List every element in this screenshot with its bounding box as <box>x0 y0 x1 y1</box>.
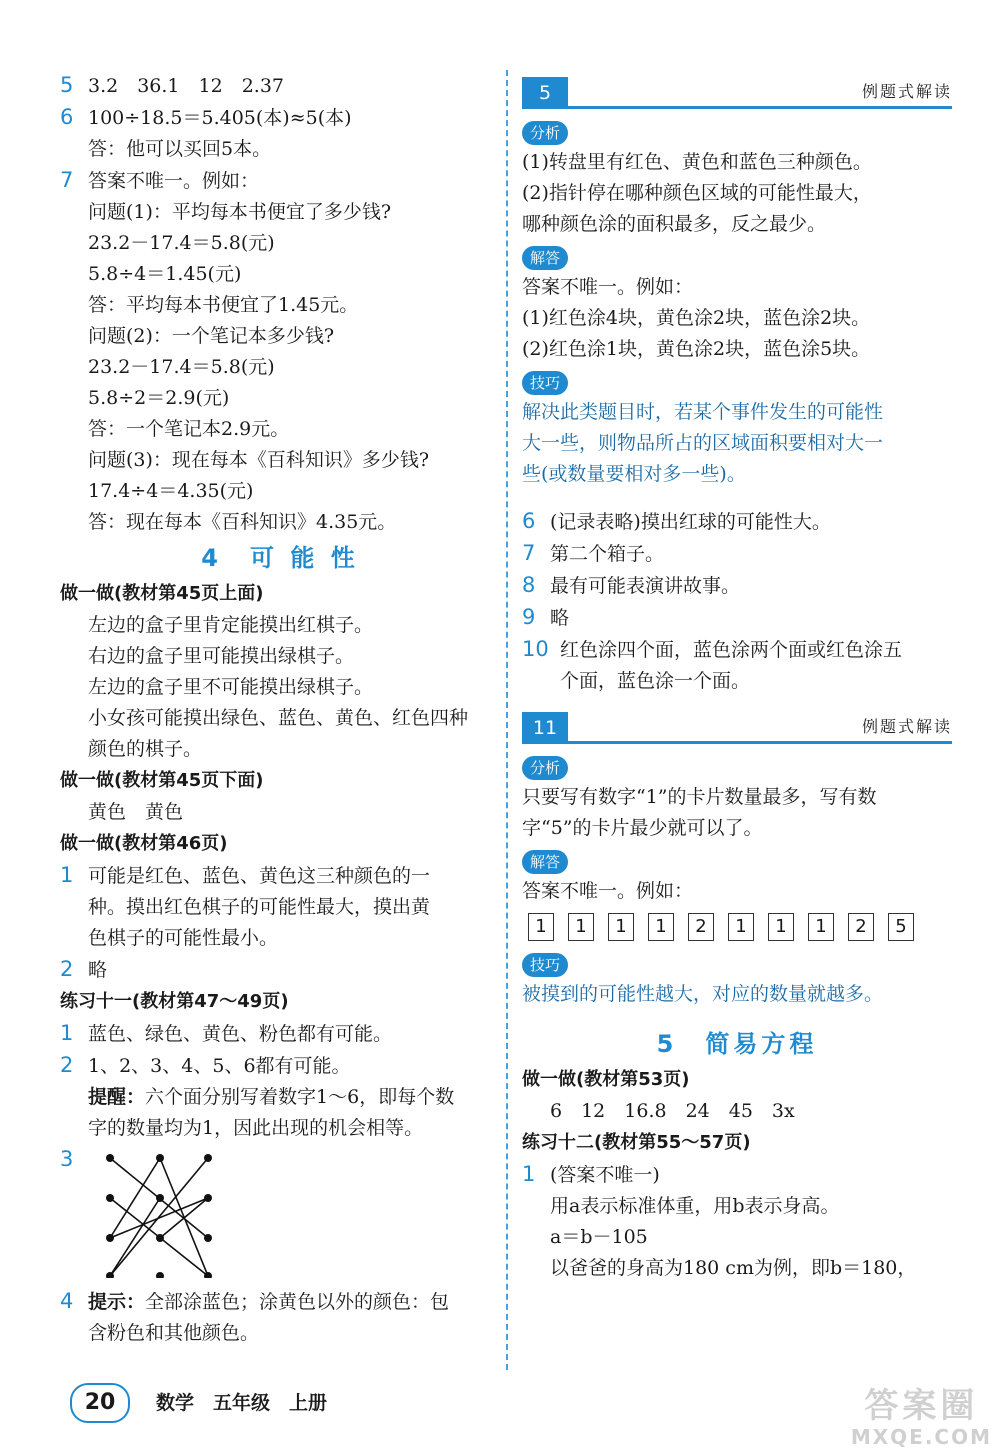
number-card: 1 <box>648 913 674 941</box>
question-7-line: 问题(3)：现在每本《百科知识》多少钱? <box>88 449 430 471</box>
number-card: 5 <box>888 913 914 941</box>
page-number: 20 <box>70 1383 130 1423</box>
question-10: 10 红色涂四个面，蓝色涂两个面或红色涂五 <box>522 637 903 661</box>
number-card: 1 <box>808 913 834 941</box>
answer-line: 左边的盒子里肯定能摸出红棋子。 <box>88 614 374 636</box>
spacer <box>522 1010 952 1024</box>
answer-line: 右边的盒子里可能摸出绿棋子。 <box>88 645 355 667</box>
analysis-line: (1)转盘里有红色、黄色和蓝色三种颜色。 <box>522 151 872 173</box>
example-box-5-header <box>522 74 952 109</box>
answer-line: 左边的盒子里不可能摸出绿棋子。 <box>88 676 374 698</box>
question-7-line: 23.2－17.4＝5.8(元) <box>88 232 275 254</box>
watermark-logo: 答案圈 MXQE.COM <box>850 1386 992 1449</box>
question-6: 6 (记录表略)摸出红球的可能性大。 <box>522 509 831 533</box>
answer-line: (2)红色涂1块，黄色涂2块，蓝色涂5块。 <box>522 338 871 360</box>
question-9: 9 略 <box>522 605 570 629</box>
answer-line: 答案不唯一。例如： <box>522 880 694 902</box>
skill-badge: 技巧 <box>522 953 568 977</box>
matching-diagram <box>104 1154 214 1278</box>
example-box-11-header <box>522 709 952 744</box>
question-1-line: 种。摸出红色棋子的可能性最大，摸出黄 <box>88 896 431 918</box>
number-card: 1 <box>728 913 754 941</box>
question-7-line: 答：一个笔记本2.9元。 <box>88 418 290 440</box>
question-7-line: 答：现在每本《百科知识》4.35元。 <box>88 511 397 533</box>
question-1: 1 (答案不唯一) <box>522 1162 660 1186</box>
example-label: 例题式解读 <box>861 717 952 736</box>
analysis-line: 字“5”的卡片最少就可以了。 <box>522 817 763 839</box>
number-card: 1 <box>528 913 554 941</box>
section-5-title: 5 简易方程 <box>656 1030 818 1058</box>
answer-badge: 解答 <box>522 850 568 874</box>
question-7-line: 问题(2)：一个笔记本多少钱? <box>88 325 335 347</box>
question-3: 3 <box>60 1144 500 1286</box>
number-card: 1 <box>608 913 634 941</box>
right-column <box>522 70 952 1284</box>
answer-line: 颜色的棋子。 <box>88 738 203 760</box>
number-card: 2 <box>688 913 714 941</box>
subsection-head: 练习十二(教材第55～57页) <box>522 1132 751 1153</box>
column-divider <box>506 70 508 1370</box>
skill-line: 大一些，则物品所占的区域面积要相对大一 <box>522 432 884 454</box>
answer-line: (1)红色涂4块，黄色涂2块，蓝色涂2块。 <box>522 307 871 329</box>
subsection-head: 练习十一(教材第47～49页) <box>60 991 289 1012</box>
example-number-tag: 5 <box>522 77 568 109</box>
example-number-tag: 11 <box>522 712 568 744</box>
answer-badge: 解答 <box>522 246 568 270</box>
question-6: 6 100÷18.5＝5.405(本)≈5(本) <box>60 105 352 129</box>
subsection-head: 做一做(教材第46页) <box>60 833 228 854</box>
number-card: 2 <box>848 913 874 941</box>
spacer <box>522 490 952 506</box>
analysis-line: 只要写有数字“1”的卡片数量最多，写有数 <box>522 786 877 808</box>
number-card: 1 <box>768 913 794 941</box>
question-10-line: 个面，蓝色涂一个面。 <box>560 670 751 692</box>
skill-line: 被摸到的可能性越大，对应的数量就越多。 <box>522 983 884 1005</box>
question-7: 7 第二个箱子。 <box>522 541 665 565</box>
question-7-line: 23.2－17.4＝5.8(元) <box>88 356 275 378</box>
skill-line: 些(或数量要相对多一些)。 <box>522 463 746 485</box>
question-4: 4 提示：全部涂蓝色；涂黄色以外的颜色：包 <box>60 1289 450 1313</box>
question-7-line: 答：平均每本书便宜了1.45元。 <box>88 294 359 316</box>
question-1-line: a＝b－105 <box>550 1226 648 1248</box>
question-7-line: 17.4÷4＝4.35(元) <box>88 480 254 502</box>
question-5: 5 3.2 36.1 12 2.37 <box>60 73 285 97</box>
left-column <box>60 70 500 1349</box>
analysis-line: (2)指针停在哪种颜色区域的可能性最大， <box>522 182 872 204</box>
question-1: 1 可能是红色、蓝色、黄色这三种颜色的一 <box>60 863 431 887</box>
subsection-head: 做一做(教材第45页下面) <box>60 770 264 791</box>
answer-line: 黄色 黄色 <box>88 801 184 823</box>
skill-badge: 技巧 <box>522 371 568 395</box>
question-8: 8 最有可能表演讲故事。 <box>522 573 741 597</box>
analysis-badge: 分析 <box>522 756 568 780</box>
question-1-line: 色棋子的可能性最小。 <box>88 927 279 949</box>
book-title: 数学 五年级 上册 <box>156 1392 328 1414</box>
question-2: 2 略 <box>60 957 108 981</box>
subsection-head: 做一做(教材第53页) <box>522 1069 690 1090</box>
question-2-tip: 提醒：六个面分别写着数字1～6，即每个数 <box>88 1086 455 1108</box>
example-label: 例题式解读 <box>861 82 952 101</box>
answer-line: 小女孩可能摸出绿色、蓝色、黄色、红色四种 <box>88 707 469 729</box>
analysis-line: 哪种颜色涂的面积最多，反之最少。 <box>522 213 827 235</box>
answer-line: 6 12 16.8 24 45 3x <box>550 1100 795 1122</box>
section-4-title: 4 可 能 性 <box>201 544 359 572</box>
skill-line: 解决此类题目时，若某个事件发生的可能性 <box>522 401 884 423</box>
question-7-line: 5.8÷2＝2.9(元) <box>88 387 230 409</box>
question-7-line: 问题(1)：平均每本书便宜了多少钱? <box>88 201 392 223</box>
card-row <box>528 913 952 941</box>
question-1: 1 蓝色、绿色、黄色、粉色都有可能。 <box>60 1021 393 1045</box>
answer-line: 答案不唯一。例如： <box>522 276 694 298</box>
question-4-line: 含粉色和其他颜色。 <box>88 1322 260 1344</box>
subsection-head: 做一做(教材第45页上面) <box>60 583 264 604</box>
question-1-line: 以爸爸的身高为180 cm为例，即b＝180， <box>550 1257 917 1279</box>
question-6-answer: 答：他可以买回5本。 <box>88 138 272 160</box>
page-footer <box>70 1383 490 1423</box>
analysis-badge: 分析 <box>522 121 568 145</box>
question-7: 7 答案不唯一。例如： <box>60 168 260 192</box>
question-1-line: 用a表示标准体重，用b表示身高。 <box>550 1195 840 1217</box>
question-2-tip-line: 字的数量均为1，因此出现的机会相等。 <box>88 1117 424 1139</box>
number-card: 1 <box>568 913 594 941</box>
question-2: 2 1、2、3、4、5、6都有可能。 <box>60 1053 351 1077</box>
question-7-line: 5.8÷4＝1.45(元) <box>88 263 242 285</box>
